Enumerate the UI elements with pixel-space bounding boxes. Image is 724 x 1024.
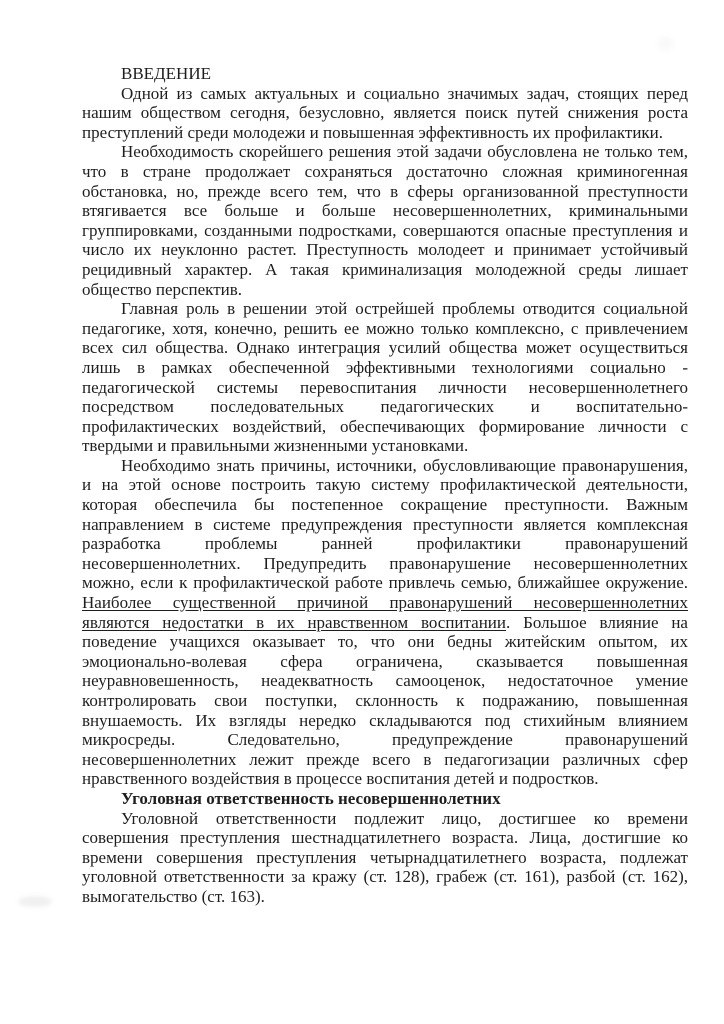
paragraph-intro-1: Одной из самых актуальных и социально значимых задач, стоящих перед нашим обществом сегодня, безусловно, является поиск путей снижения роста преступлений среди молодежи и повышенная эффективность их профилактики. (82, 83, 688, 142)
document-title: ВВЕДЕНИЕ (121, 64, 211, 83)
paragraph-intro-2: Необходимость скорейшего решения этой задачи обусловлена не только тем, что в стране продолжает сохраняться достаточно сложная криминогенная обстановка, но, прежде всего тем, что в сферы организованной преступности втягивается все больше и больше несовершеннолетних, криминальными группировками, созданными подростками, совершаются опасные преступления и число их неуклонно растет. Преступность молодеет и принимает устойчивый рецидивный характер. А такая криминализация молодежной среды лишает общество перспектив. (82, 142, 688, 299)
section-subheading-criminal-liability: Уголовная ответственность несовершеннолетних (121, 788, 501, 808)
paragraph-intro-3: Главная роль в решении этой острейшей проблемы отводится социальной педагогике, хотя, конечно, решить ее можно только комплексно, с привлечением всех сил общества. Однако интеграция усилий общества может осуществиться лишь в рамках обеспеченной эффективными технологиями социально - педагогической системы перевоспитания личности несовершеннолетнего посредством последовательных педагогических и воспитательно-профилактических воздействий, обеспечивающих формирование личности с твердыми и правильными жизненными установками. (82, 299, 688, 456)
paragraph-criminal-liability: Уголовной ответственности подлежит лицо, достигшее ко времени совершения преступления шестнадцатилетнего возраста. Лица, достигшие ко времени совершения преступления четырнадцатилетнего возраста, подлежат уголовной ответственности за кражу (ст. 128), грабеж (ст. 161), разбой (ст. 162), вымогательство (ст. 163). (82, 808, 688, 906)
paragraph-4-underlined-thesis: Наиболее существенной причиной правонарушений несовершеннолетних являются недостатки в их нравственном воспитании (82, 593, 688, 632)
paragraph-intro-4 (82, 456, 688, 789)
scan-smudge-artifact (18, 896, 52, 907)
paragraph-4-text-before-underline: Необходимо знать причины, источники, обусловливающие правонарушения, и на этой основе построить такую систему профилактической деятельности, которая обеспечила бы постепенное сокращение преступности. Важным направлением в системе предупреждения преступности является комплексная разработка проблемы ранней профилактики правонарушений несовершеннолетних. Предупредить правонарушение несовершеннолетних можно, если к профилактической работе привлечь семью, ближайшее окружение. (82, 455, 688, 593)
document-content (82, 64, 688, 907)
paragraph-4-text-after-underline: . Большое влияние на поведение учащихся оказывает то, что они бедны житейским опытом, их эмоционально-волевая сфера ограничена, сказывается повышенная неуравновешенность, неадекватность самооценок, недостаточное умение контролировать свои поступки, склонность к подражанию, повышенная внушаемость. Их взгляды нередко складываются под стихийным влиянием микросреды. Следовательно, предупреждение правонарушений несовершеннолетних лежит прежде всего в педагогизации различных сфер нравственного воздействия в процессе воспитания детей и подростков. (82, 612, 688, 789)
scan-speck-artifact (658, 36, 673, 51)
